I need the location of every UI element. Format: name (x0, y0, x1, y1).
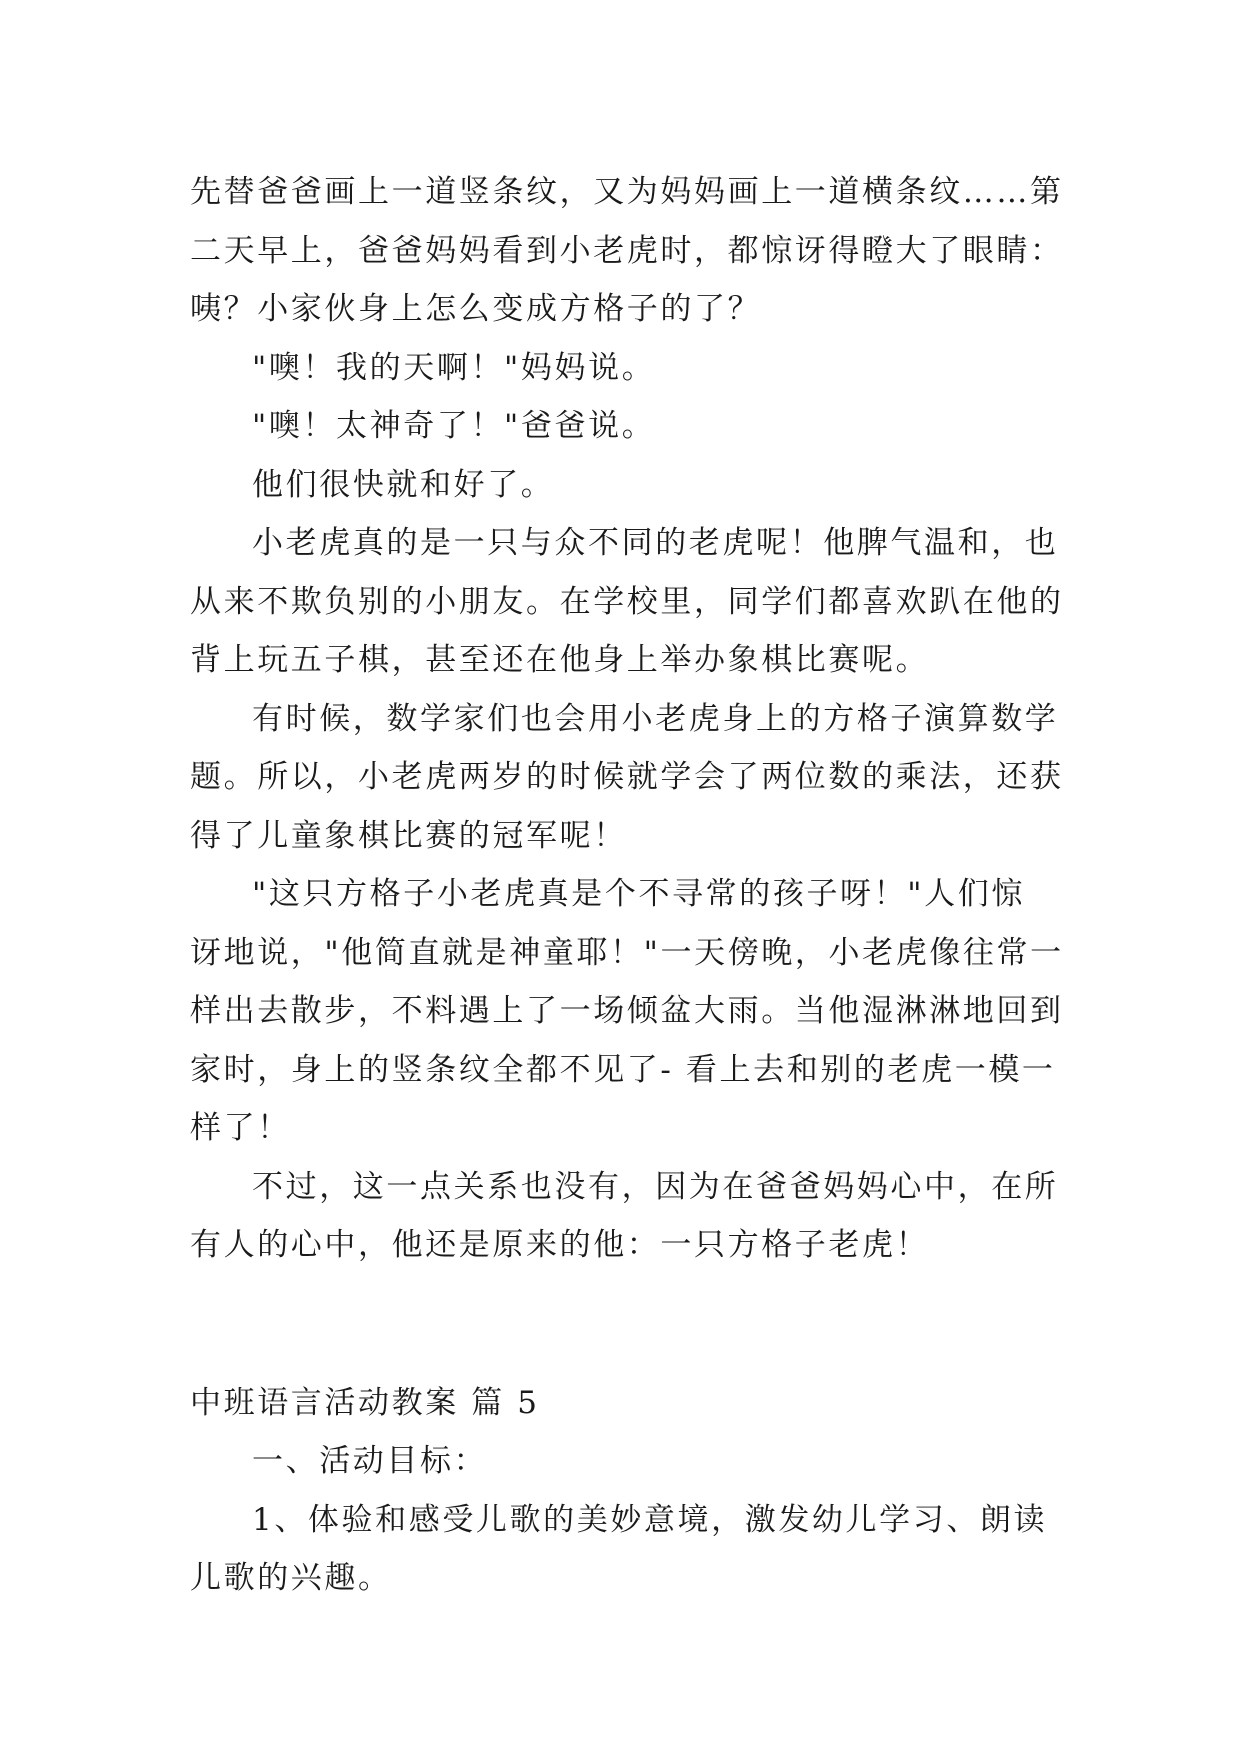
story-paragraph (190, 690, 1062, 866)
story-paragraph (190, 1158, 1062, 1275)
story-paragraph (190, 456, 1062, 515)
text-line: 不过，这一点关系也没有，因为在爸爸妈妈心中，在所 (252, 1168, 1059, 1205)
section-spacer (190, 1275, 1062, 1374)
story-paragraph (190, 514, 1062, 690)
text-line: 小老虎真的是一只与众不同的老虎呢！他脾气温和，也 (252, 525, 1059, 561)
text-line: 儿歌的兴趣。 (190, 1560, 392, 1596)
text-line: "这只方格子小老虎真是个不寻常的孩子呀！"人们惊 (252, 876, 1025, 912)
section-heading: 中班语言活动教案 篇 5 (190, 1384, 540, 1421)
text-line: 讶地说，"他简直就是神童耶！"一天傍晚，小老虎像往常一 (190, 934, 1064, 971)
story-paragraph (190, 397, 1062, 456)
text-line: "噢！我的天啊！"妈妈说。 (252, 349, 656, 386)
section-paragraph (190, 1432, 1062, 1491)
story-paragraph (190, 339, 1062, 398)
text-line: "噢！太神奇了！"爸爸说。 (252, 408, 656, 444)
story-paragraph (190, 865, 1062, 1158)
text-line: 得了儿童象棋比赛的冠军呢！ (190, 817, 627, 854)
text-line: 家时，身上的竖条纹全都不见了- 看上去和别的老虎一模一 (190, 1051, 1056, 1088)
story-paragraph (190, 163, 1062, 339)
text-line: 从来不欺负别的小朋友。在学校里，同学们都喜欢趴在他的 (190, 583, 1064, 620)
text-line: 题。所以，小老虎两岁的时候就学会了两位数的乘法，还获 (190, 759, 1064, 795)
text-line: 样了！ (190, 1110, 291, 1146)
text-line: 二天早上，爸爸妈妈看到小老虎时，都惊讶得瞪大了眼睛： (190, 232, 1064, 269)
text-line: 样出去散步，不料遇上了一场倾盆大雨。当他湿淋淋地回到 (190, 993, 1064, 1029)
text-line: 一、活动目标： (252, 1443, 488, 1479)
text-line: 先替爸爸画上一道竖条纹，又为妈妈画上一道横条纹……第 (190, 174, 1064, 210)
text-line: 背上玩五子棋，甚至还在他身上举办象棋比赛呢。 (190, 642, 930, 678)
text-line: 有人的心中，他还是原来的他：一只方格子老虎！ (190, 1227, 930, 1263)
text-line: 他们很快就和好了。 (252, 466, 555, 503)
text-line: 咦？小家伙身上怎么变成方格子的了？ (190, 291, 762, 327)
text-line: 有时候，数学家们也会用小老虎身上的方格子演算数学 (252, 700, 1059, 737)
document-body (190, 163, 1062, 1608)
section-paragraph (190, 1491, 1062, 1608)
text-line: 1、体验和感受儿歌的美妙意境，激发幼儿学习、朗读 (252, 1501, 1048, 1538)
